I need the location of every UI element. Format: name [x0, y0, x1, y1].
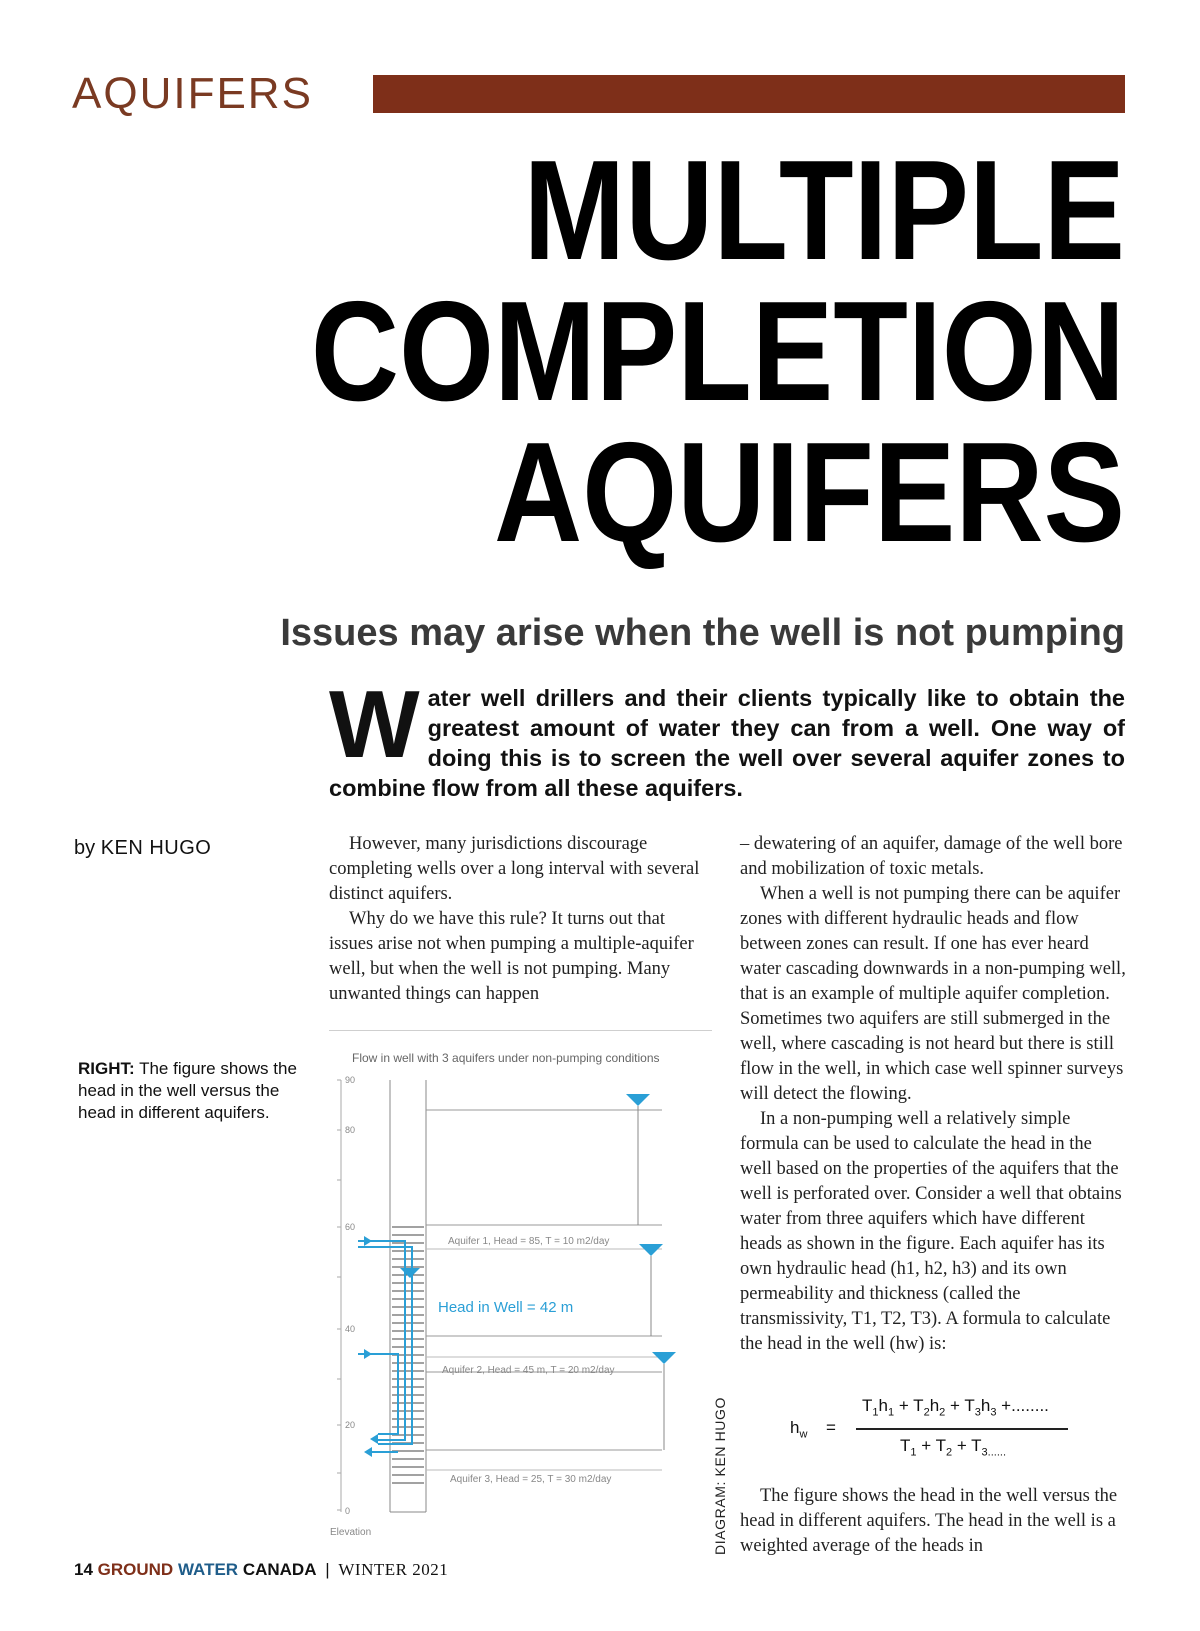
y-tick-label: 40: [345, 1324, 356, 1334]
aquifer-1-head-marker: [626, 1094, 650, 1106]
figure-caption: [78, 1058, 300, 1124]
headline: [265, 131, 1125, 572]
aquifer-3-head-marker: [652, 1352, 676, 1364]
y-tick-label: 20: [345, 1420, 356, 1430]
formula-denominator: $T_1 + T_2 + T_{3......}$: [900, 1436, 1007, 1459]
diagram-credit: DIAGRAM: KEN HUGO: [712, 1397, 728, 1555]
caption-lead: RIGHT:: [78, 1059, 135, 1078]
byline-author: KEN HUGO: [100, 837, 212, 859]
section-bar: [373, 75, 1125, 113]
aquifer-2-label: Aquifer 2, Head = 45 m, T = 20 m2/day: [442, 1365, 615, 1376]
aquifer-1-label: Aquifer 1, Head = 85, T = 10 m2/day: [448, 1236, 610, 1247]
caption-text: The figure shows the head in the well versus the head in different aquifers.: [78, 1059, 297, 1122]
body-paragraph: In a non-pumping well a relatively simple formula can be used to calculate the head in the well based on the properties of the aquifers that the well is perforated over. Consider a well that obtains water from three aquifers which have different heads as shown in the figure. Each aquifer has its own hydraulic head (h1, h2, h3) and its own permeability and thickness (called the transmissivity, T1, T2, T3). A formula to calculate the head in the well (hw) is:: [740, 1109, 1122, 1354]
y-tick-label: 60: [345, 1222, 356, 1232]
body-paragraph: Why do we have this rule? It turns out that issues arise not when pumping a multiple-aquifer well, but when the well is not pumping. Many unwanted things can happen: [329, 909, 694, 1004]
formula-numerator: $T_1h_1 + T_2h_2 + T_3h_3$ +........: [862, 1396, 1049, 1419]
body-paragraph: – dewatering of an aquifer, damage of the well bore and mobilization of toxic metals.: [740, 834, 1123, 879]
headline-line-3: AQUIFERS: [494, 413, 1125, 572]
headline-line-2: COMPLETION: [310, 272, 1125, 431]
y-tick-label: 0: [345, 1506, 351, 1516]
section-label: AQUIFERS: [72, 69, 313, 118]
body-column-2: [740, 832, 1126, 1357]
dropcap: W: [329, 671, 420, 778]
well-flow-diagram: [320, 1042, 710, 1547]
head-in-well-label: Head in Well = 42 m: [438, 1299, 574, 1316]
body-column-3: [740, 1484, 1126, 1559]
publication-name-water: WATER: [177, 1560, 239, 1579]
aquifer-boundaries: [426, 1110, 662, 1450]
formula-equals: =: [826, 1418, 836, 1437]
publication-name-ground: GROUND: [97, 1560, 174, 1579]
x-axis-label: Elevation: [330, 1527, 372, 1538]
issue-date: WINTER 2021: [338, 1560, 449, 1579]
page-number: 14: [74, 1560, 93, 1579]
subhead: Issues may arise when the well is not pumping: [280, 612, 1125, 654]
lede-text: ater well drillers and their clients typically like to obtain the greatest amount of water they can from a well. One way of doing this is to screen the well over several aquifer zones to combine flow from all these aquifers.: [329, 685, 1125, 801]
formula-lhs: $h_w$: [790, 1418, 808, 1441]
byline-prefix: by: [74, 837, 96, 859]
y-tick-label: 90: [345, 1075, 356, 1085]
figure-top-rule: [329, 1030, 712, 1031]
body-column-1: [329, 832, 701, 1007]
aquifer-2-head-marker: [639, 1244, 663, 1256]
body-paragraph: The figure shows the head in the well versus the head in different aquifers. The head in the well is a weighted average of the heads in: [740, 1486, 1118, 1556]
footer-separator: |: [325, 1560, 330, 1579]
body-paragraph: However, many jurisdictions discourage completing wells over a long interval with several distinct aquifers.: [329, 834, 700, 904]
formula-fraction-bar: [856, 1428, 1068, 1430]
aquifer-3-label: Aquifer 3, Head = 25, T = 30 m2/day: [450, 1474, 612, 1485]
page-footer: [74, 1560, 448, 1580]
well-head-marker: [400, 1268, 420, 1278]
body-paragraph: When a well is not pumping there can be aquifer zones with different hydraulic heads and flow between zones can result. If one has ever heard water cascading downwards in a non-pumping well, that is an example of multiple aquifer completion. Sometimes two aquifers are still submerged in the well, where cascading is not heard but there is still flow in the well, in which case well spinner surveys will detect the flowing.: [740, 884, 1126, 1104]
headline-line-1: MULTIPLE: [523, 131, 1125, 290]
head-formula: [790, 1396, 1090, 1459]
publication-name-canada: CANADA: [242, 1560, 317, 1579]
well-diagram-svg: [320, 1042, 710, 1542]
diagram-title: Flow in well with 3 aquifers under non-pumping conditions: [352, 1051, 660, 1065]
lede: [329, 671, 1125, 803]
byline: [74, 837, 211, 860]
y-tick-label: 80: [345, 1125, 356, 1135]
